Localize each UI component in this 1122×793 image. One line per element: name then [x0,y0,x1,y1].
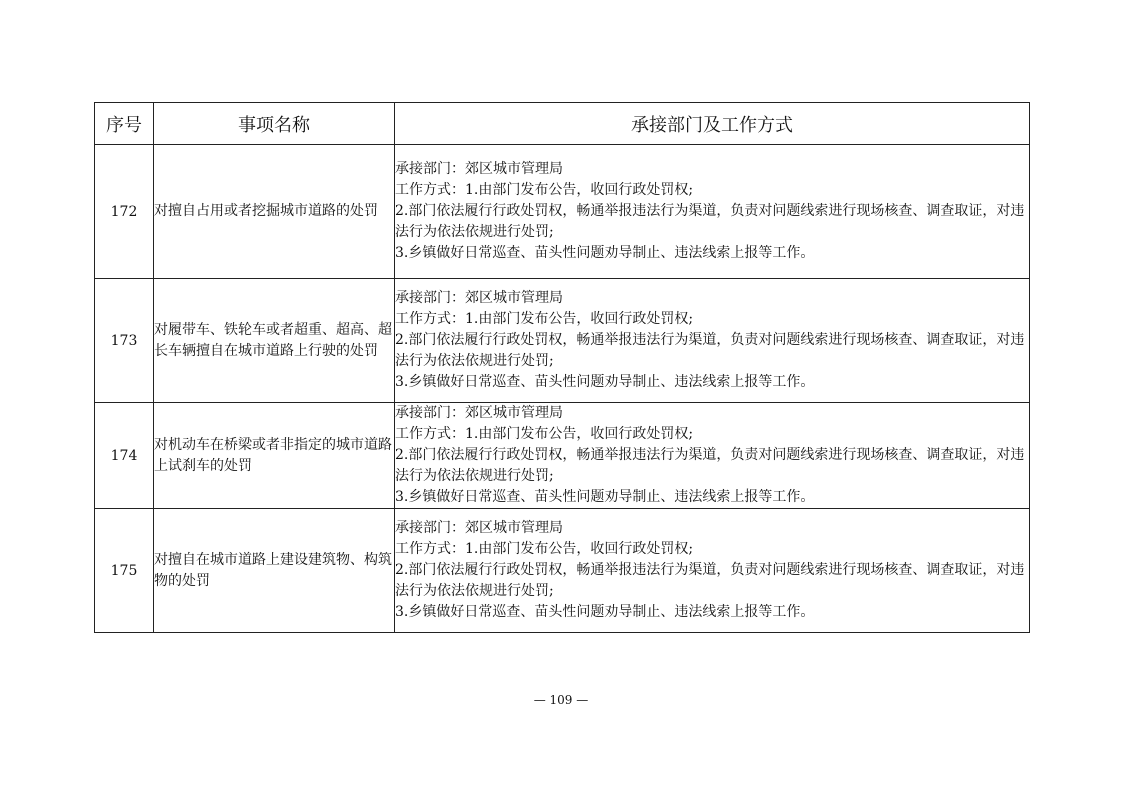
dept-line: 承接部门：郊区城市管理局 [395,405,563,421]
row-number: 173 [95,279,154,403]
method-item-3: 3.乡镇做好日常巡查、苗头性问题劝导制止、违法线索上报等工作。 [395,374,815,390]
row-number: 174 [95,403,154,509]
table-row [95,279,1030,403]
table-row [95,403,1030,509]
table-row [95,509,1030,633]
row-item-name: 对擅自占用或者挖掘城市道路的处罚 [154,145,395,279]
row-item-name: 对机动车在桥梁或者非指定的城市道路上试刹车的处罚 [154,403,395,509]
page-number: — 109 — [533,693,589,707]
row-number: 172 [95,145,154,279]
method-item-3: 3.乡镇做好日常巡查、苗头性问题劝导制止、违法线索上报等工作。 [395,245,815,261]
method-item-3: 3.乡镇做好日常巡查、苗头性问题劝导制止、违法线索上报等工作。 [395,604,815,620]
method-item-2: 2.部门依法履行行政处罚权，畅通举报违法行为渠道，负责对问题线索进行现场核查、调查取证，对违法行为依法依规进行处罚; [395,332,1025,369]
row-dept-method [395,279,1030,403]
table-row [95,145,1030,279]
header-serial: 序号 [95,103,154,145]
method-line: 工作方式：1.由部门发布公告，收回行政处罚权; [395,182,694,198]
row-dept-method [395,145,1030,279]
row-dept-method [395,509,1030,633]
dept-line: 承接部门：郊区城市管理局 [395,161,563,177]
method-line: 工作方式：1.由部门发布公告，收回行政处罚权; [395,541,694,557]
row-number: 175 [95,509,154,633]
dept-line: 承接部门：郊区城市管理局 [395,290,563,306]
header-dept-method: 承接部门及工作方式 [395,103,1030,145]
method-line: 工作方式：1.由部门发布公告，收回行政处罚权; [395,311,694,327]
header-item-name: 事项名称 [154,103,395,145]
method-item-2: 2.部门依法履行行政处罚权，畅通举报违法行为渠道，负责对问题线索进行现场核查、调查取证，对违法行为依法依规进行处罚; [395,562,1025,599]
row-item-name: 对擅自在城市道路上建设建筑物、构筑物的处罚 [154,509,395,633]
method-line: 工作方式：1.由部门发布公告，收回行政处罚权; [395,426,694,442]
method-item-2: 2.部门依法履行行政处罚权，畅通举报违法行为渠道，负责对问题线索进行现场核查、调查取证，对违法行为依法依规进行处罚; [395,447,1025,484]
items-table [94,102,1030,633]
dept-line: 承接部门：郊区城市管理局 [395,520,563,536]
row-dept-method [395,403,1030,509]
method-item-2: 2.部门依法履行行政处罚权，畅通举报违法行为渠道，负责对问题线索进行现场核查、调查取证，对违法行为依法依规进行处罚; [395,203,1025,240]
table-header-row [95,103,1030,145]
row-item-name: 对履带车、铁轮车或者超重、超高、超长车辆擅自在城市道路上行驶的处罚 [154,279,395,403]
method-item-3: 3.乡镇做好日常巡查、苗头性问题劝导制止、违法线索上报等工作。 [395,489,815,505]
